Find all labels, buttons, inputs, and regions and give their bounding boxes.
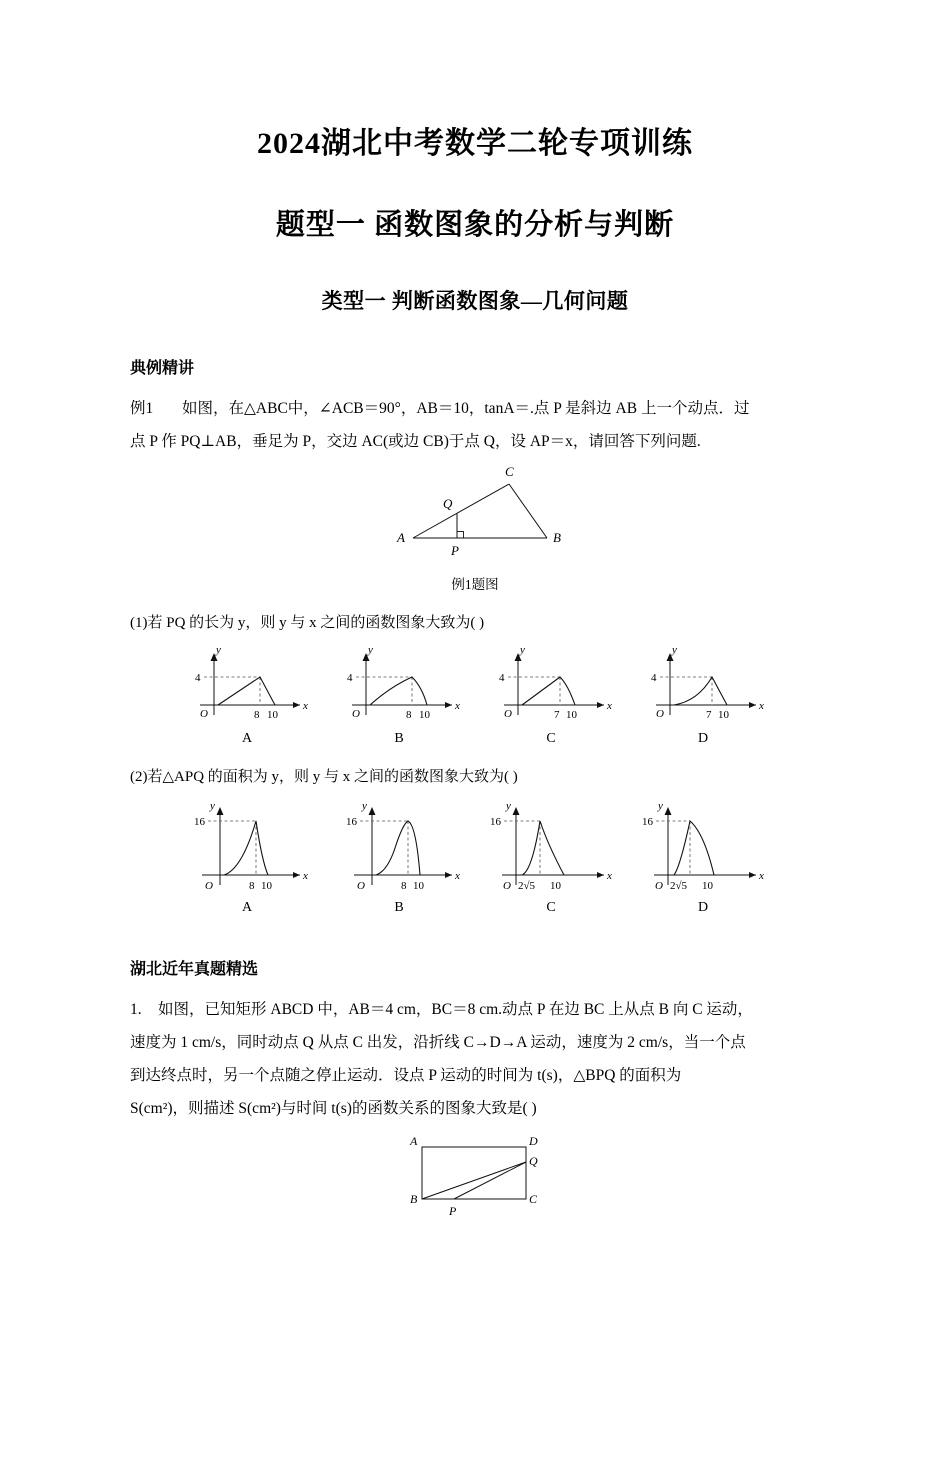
graph-q1-A-ytick: 4	[195, 672, 201, 684]
rect-label-A: A	[410, 1134, 418, 1148]
graph-q1-B-xtick-0: 8	[406, 709, 412, 721]
graph-q1-D-ylabel: y	[672, 644, 677, 656]
rect-label-D: D	[529, 1134, 538, 1148]
graph-q1-C-xlabel: x	[607, 700, 612, 712]
question-2-text: (2)若△APQ 的面积为 y，则 y 与 x 之间的函数图象大致为( )	[130, 769, 518, 785]
option-q1-D[interactable]	[628, 643, 778, 747]
graph-q1-D-xtick-0: 7	[706, 709, 712, 721]
problem-1-paragraph	[130, 993, 820, 1125]
option-letter-q2-D: D	[697, 900, 709, 915]
graph-q2-A-xtick-0: 8	[249, 880, 255, 892]
triangle-label-B: B	[553, 530, 561, 545]
problem-1-line1: 如图，已知矩形 ABCD 中，AB＝4 cm，BC＝8 cm.动点 P 在边 BC 上从点 B 向 C 运动，	[158, 1001, 753, 1018]
graph-q2-A-origin: O	[205, 880, 213, 892]
graph-q2-D-xtick-0: 2√5	[670, 880, 688, 892]
option-letter-q1-D: D	[697, 731, 709, 746]
type-heading: 类型一 判断函数图象—几何问题	[321, 289, 629, 313]
graph-q2-D-origin: O	[655, 880, 663, 892]
document-page	[0, 118, 950, 1221]
graph-q2-D-xtick-1: 10	[702, 880, 713, 892]
graph-q1-C-ytick: 4	[499, 672, 505, 684]
rectangle-diagram-svg	[390, 1131, 560, 1221]
option-letter-q2-C: C	[546, 900, 556, 915]
example-paragraph	[130, 392, 820, 458]
graph-q2-B-xtick-1: 10	[413, 880, 424, 892]
option-q2-A[interactable]	[172, 797, 322, 916]
graph-q2-B-ytick: 16	[346, 816, 357, 828]
rect-label-P: P	[449, 1204, 457, 1218]
graph-q1-C-ylabel: y	[520, 644, 525, 656]
graph-q1-C-xtick-1: 10	[566, 709, 577, 721]
graph-q2-D	[628, 797, 778, 897]
example-text-line1: 如图，在△ABC中，∠ACB＝90°，AB＝10，tanA＝.点 P 是斜边 AB 上一个动点．过	[182, 400, 750, 417]
triangle-label-A: A	[397, 530, 405, 545]
section-heading-examples: 典例精讲	[130, 360, 195, 377]
graph-q1-A-origin: O	[200, 708, 208, 720]
graph-q2-A-xtick-1: 10	[261, 880, 272, 892]
graph-q1-C-origin: O	[504, 708, 512, 720]
option-q1-A[interactable]	[172, 643, 322, 747]
option-letter-q2-A: A	[241, 900, 253, 915]
graph-q1-D-origin: O	[656, 708, 664, 720]
option-letter-q2-B: B	[394, 900, 404, 915]
rect-label-Q: Q	[529, 1154, 538, 1168]
rect-label-B: B	[410, 1192, 418, 1206]
page-title: 2024湖北中考数学二轮专项训练	[257, 127, 693, 160]
graph-q2-B-xlabel: x	[455, 870, 460, 882]
option-q2-C[interactable]	[476, 797, 626, 916]
graph-q2-A-ylabel: y	[210, 800, 215, 812]
option-q2-D[interactable]	[628, 797, 778, 916]
option-letter-q1-B: B	[394, 731, 404, 746]
question-1-options	[130, 643, 820, 747]
graph-q2-D-ylabel: y	[658, 800, 663, 812]
question-2-options	[130, 797, 820, 916]
graph-q2-C-origin: O	[503, 880, 511, 892]
triangle-label-Q: Q	[443, 496, 453, 511]
graph-q1-B-ytick: 4	[347, 672, 353, 684]
example-text-line2: 点 P 作 PQ⊥AB，垂足为 P，交边 AC(或边 CB)于点 Q，设 AP＝x，请回答下列问题.	[130, 433, 701, 450]
graph-q1-B-ylabel: y	[368, 644, 373, 656]
graph-q1-D-ytick: 4	[651, 672, 657, 684]
graph-q1-B	[324, 643, 474, 728]
graph-q1-B-xlabel: x	[455, 700, 460, 712]
graph-q1-D-xtick-1: 10	[718, 709, 729, 721]
example-figure-caption: 例1题图	[451, 577, 499, 592]
graph-q2-A-ytick: 16	[194, 816, 205, 828]
graph-q2-C-xtick-1: 10	[550, 880, 561, 892]
question-1-text: (1)若 PQ 的长为 y，则 y 与 x 之间的函数图象大致为( )	[130, 615, 485, 631]
graph-q2-A-xlabel: x	[303, 870, 308, 882]
option-letter-q1-C: C	[546, 731, 556, 746]
graph-q2-B-origin: O	[357, 880, 365, 892]
option-letter-q1-A: A	[241, 731, 253, 746]
option-q1-B[interactable]	[324, 643, 474, 747]
triangle-diagram-svg	[375, 462, 575, 567]
problem-1-line3: 到达终点时，另一个点随之停止运动．设点 P 运动的时间为 t(s)，△BPQ 的面积为	[130, 1067, 682, 1084]
graph-q2-C	[476, 797, 626, 897]
graph-q2-C-ylabel: y	[506, 800, 511, 812]
graph-q1-A-xtick-0: 8	[254, 709, 260, 721]
graph-q2-C-ytick: 16	[490, 816, 501, 828]
triangle-label-P: P	[451, 543, 459, 558]
graph-q2-B	[324, 797, 474, 897]
graph-q1-A-xlabel: x	[303, 700, 308, 712]
page-subtitle: 题型一 函数图象的分析与判断	[275, 209, 675, 241]
graph-q2-C-xlabel: x	[607, 870, 612, 882]
graph-q2-A	[172, 797, 322, 897]
graph-q1-D-xlabel: x	[759, 700, 764, 712]
graph-q2-D-xlabel: x	[759, 870, 764, 882]
example-figure	[130, 462, 820, 567]
graph-q2-D-ytick: 16	[642, 816, 653, 828]
graph-q1-C	[476, 643, 626, 728]
section-heading-real-exams: 湖北近年真题精选	[130, 961, 259, 978]
graph-q1-D	[628, 643, 778, 728]
problem-1-figure	[130, 1131, 820, 1221]
graph-q1-B-xtick-1: 10	[419, 709, 430, 721]
option-q2-B[interactable]	[324, 797, 474, 916]
option-q1-C[interactable]	[476, 643, 626, 747]
problem-1-number: 1.	[130, 1001, 142, 1018]
rect-label-C: C	[529, 1192, 538, 1206]
example-label: 例1	[130, 400, 154, 417]
graph-q2-B-xtick-0: 8	[401, 880, 407, 892]
graph-q1-A-xtick-1: 10	[267, 709, 278, 721]
problem-1-line4: S(cm²)，则描述 S(cm²)与时间 t(s)的函数关系的图象大致是( )	[130, 1100, 537, 1117]
graph-q1-B-origin: O	[352, 708, 360, 720]
problem-1-line2: 速度为 1 cm/s，同时动点 Q 从点 C 出发，沿折线 C→D→A 运动，速度为 2 cm/s，当一个点	[130, 1034, 746, 1051]
graph-q2-C-xtick-0: 2√5	[518, 880, 536, 892]
graph-q2-B-ylabel: y	[362, 800, 367, 812]
graph-q1-C-xtick-0: 7	[554, 709, 560, 721]
triangle-label-C: C	[505, 464, 514, 479]
graph-q1-A	[172, 643, 322, 728]
graph-q1-A-ylabel: y	[216, 644, 221, 656]
